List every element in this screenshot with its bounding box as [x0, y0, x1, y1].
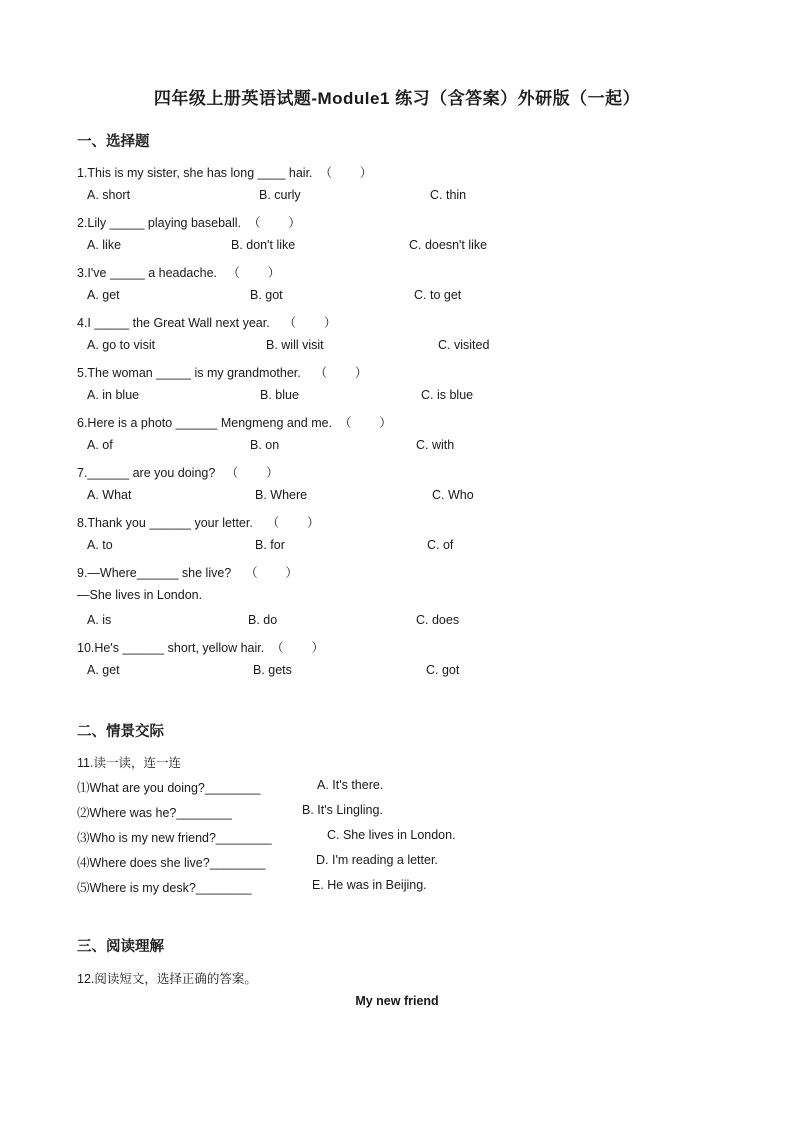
q6-option-c: C. with [416, 438, 455, 452]
match-prompt: 11.读一读，连一连 [77, 756, 181, 770]
q3-option-b: B. got [250, 288, 283, 302]
q1-option-b: B. curly [259, 188, 301, 202]
match-left-1: ⑴What are you doing?________ [77, 781, 261, 795]
reading-prompt: 12.阅读短文，选择正确的答案。 [77, 972, 257, 986]
match-left-2: ⑵Where was he?________ [77, 806, 232, 820]
reading-passage-title: My new friend [355, 994, 439, 1008]
q6-option-a: A. of [87, 438, 113, 452]
q4-option-c: C. visited [438, 338, 490, 352]
q9-option-c: C. does [416, 613, 460, 627]
q3-option-a: A. get [87, 288, 120, 302]
match-right-b: B. It's Lingling. [302, 803, 383, 817]
q2-option-a: A. like [87, 238, 122, 252]
match-left-3: ⑶Who is my new friend?________ [77, 831, 272, 845]
q5-option-c: C. is blue [421, 388, 474, 402]
q7-option-c: C. Who [432, 488, 474, 502]
section-heading-reading: 三、阅读理解 [77, 939, 164, 955]
question-6: 6.Here is a photo ______ Mengmeng and me. （ ） [77, 416, 392, 430]
question-9: 9.—Where______ she live? （ ） [77, 566, 298, 580]
match-right-e: E. He was in Beijing. [312, 878, 427, 892]
q2-option-c: C. doesn't like [409, 238, 488, 252]
q9-option-b: B. do [248, 613, 278, 627]
question-2: 2.Lily _____ playing baseball. （ ） [77, 216, 301, 230]
q2-option-b: B. don't like [231, 238, 296, 252]
section-heading-choice: 一、选择题 [77, 134, 150, 150]
q5-option-b: B. blue [260, 388, 299, 402]
q1-option-c: C. thin [430, 188, 467, 202]
q7-option-a: A. What [87, 488, 132, 502]
question-4: 4.I _____ the Great Wall next year. （ ） [77, 316, 337, 330]
q10-option-b: B. gets [253, 663, 292, 677]
q6-option-b: B. on [250, 438, 280, 452]
q10-option-a: A. get [87, 663, 120, 677]
match-right-a: A. It's there. [317, 778, 384, 792]
match-right-d: D. I'm reading a letter. [316, 853, 438, 867]
match-left-5: ⑸Where is my desk?________ [77, 881, 252, 895]
question-7: 7.______ are you doing? （ ） [77, 466, 279, 480]
question-9-answer-line: —She lives in London. [77, 588, 203, 602]
q5-option-a: A. in blue [87, 388, 140, 402]
q8-option-b: B. for [255, 538, 285, 552]
q1-option-a: A. short [87, 188, 131, 202]
q4-option-a: A. go to visit [87, 338, 156, 352]
q7-option-b: B. Where [255, 488, 308, 502]
question-1: 1.This is my sister, she has long ____ hair. （ ） [77, 166, 373, 180]
q8-option-c: C. of [427, 538, 454, 552]
question-3: 3.I've _____ a headache. （ ） [77, 266, 281, 280]
page-title: 四年级上册英语试题-Module1 练习（含答案）外研版（一起） [153, 89, 641, 108]
q10-option-c: C. got [426, 663, 460, 677]
q4-option-b: B. will visit [266, 338, 324, 352]
q3-option-c: C. to get [414, 288, 462, 302]
question-10: 10.He's ______ short, yellow hair. （ ） [77, 641, 324, 655]
question-8: 8.Thank you ______ your letter. （ ） [77, 516, 320, 530]
question-5: 5.The woman _____ is my grandmother. （ ） [77, 366, 368, 380]
section-heading-dialogue: 二、情景交际 [77, 724, 164, 740]
q8-option-a: A. to [87, 538, 113, 552]
q9-option-a: A. is [87, 613, 112, 627]
match-right-c: C. She lives in London. [327, 828, 456, 842]
match-left-4: ⑷Where does she live?________ [77, 856, 266, 870]
